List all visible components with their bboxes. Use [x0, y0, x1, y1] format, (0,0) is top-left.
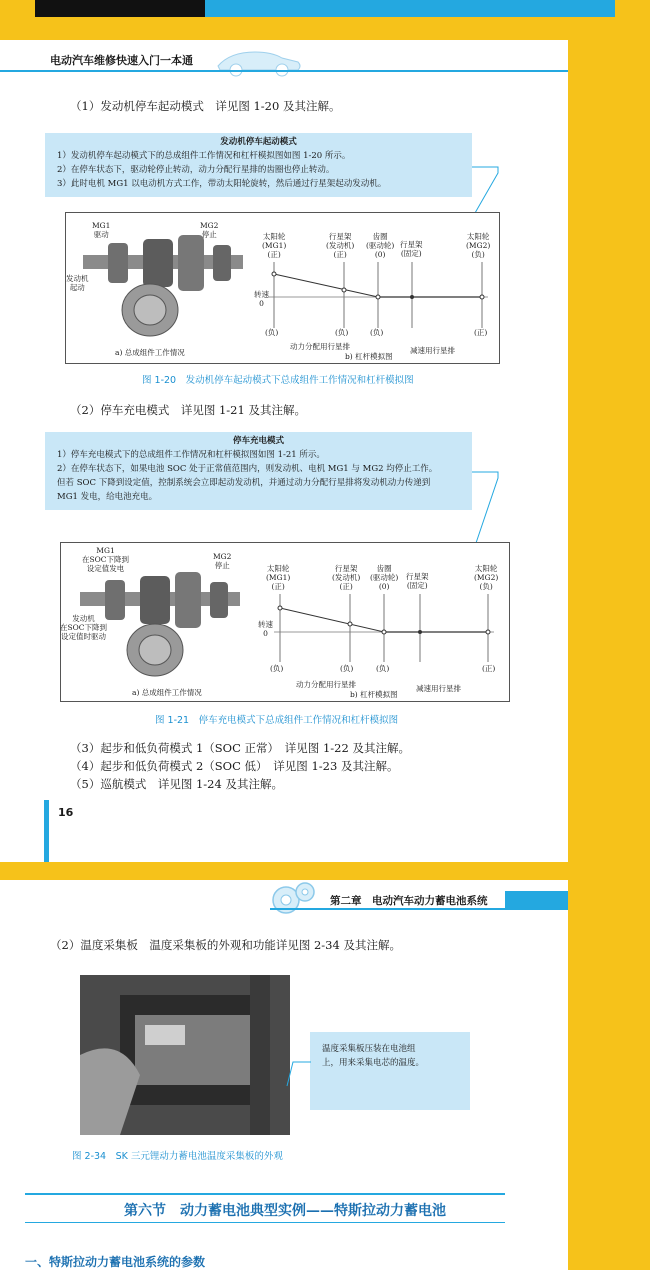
- axis-label-ring-wheel: 齿圈 (驱动轮) (0): [370, 564, 399, 591]
- fig1-mg1-label: MG1 驱动: [92, 221, 111, 239]
- note-line: 1）停车充电模式下的总成组件工作情况和杠杆模拟图如图 1-21 所示。: [57, 450, 325, 460]
- bottom-label: (正): [474, 328, 488, 337]
- fig1-engine-label: 发动机 起动: [66, 274, 89, 292]
- axis-label-sun-mg2: 太阳轮 (MG2) (负): [466, 232, 491, 259]
- group-left-label: 动力分配用行星排: [290, 342, 350, 351]
- fig2-engine-label: 发动机 在SOC下降到 设定值时驱动: [60, 614, 108, 641]
- bottom-label: (负): [370, 328, 384, 337]
- bottom-label: (正): [482, 664, 496, 673]
- note-title: 停车充电模式: [232, 436, 284, 446]
- chapter-accent-block: [505, 891, 568, 908]
- fig2-mg2-label: MG2 停止: [213, 552, 232, 570]
- page-number-bar: [44, 800, 49, 862]
- note-line: 3）此时电机 MG1 以电动机方式工作，带动太阳轮旋转，然后通过行星架起动发动机。: [57, 179, 387, 189]
- section-6-title: 第六节 动力蓄电池典型实例——特斯拉动力蓄电池: [124, 1203, 446, 1219]
- list-item: （4）起步和低负荷模式 2（SOC 低） 详见图 1-23 及其注解。: [70, 759, 399, 773]
- fig1-sub-a: a) 总成组件工作情况: [115, 348, 185, 357]
- subsection-title: 一、特斯拉动力蓄电池系统的参数: [25, 1255, 206, 1269]
- note-connector: [470, 165, 510, 215]
- list-item: （5）巡航模式 详见图 1-24 及其注解。: [70, 777, 283, 791]
- note-line: 1）发动机停车起动模式下的总成组件工作情况和杠杆模拟图如图 1-20 所示。: [57, 151, 351, 161]
- list-item: （3）起步和低负荷模式 1（SOC 正常） 详见图 1-22 及其注解。: [70, 741, 410, 755]
- section-1-heading: （1）发动机停车起动模式 详见图 1-20 及其注解。: [70, 99, 341, 113]
- note-connector: [470, 470, 510, 550]
- note-line: MG1 发电，给电池充电。: [57, 492, 158, 502]
- callout-line: 上，用来采集电芯的温度。: [322, 1058, 425, 1068]
- axis-label-carrier-engine: 行星架 (发动机) (正): [326, 232, 355, 259]
- bottom-label: (负): [265, 328, 279, 337]
- top-blue-bar: [205, 0, 615, 17]
- temp-board-heading: （2）温度采集板 温度采集板的外观和功能详见图 2-34 及其注解。: [50, 938, 401, 952]
- book-title: 电动汽车维修快速入门一本通: [50, 54, 193, 67]
- note-line: 2）在停车状态下，驱动轮停止转动，动力分配行星排的齿圈也停止转动。: [57, 165, 335, 175]
- fig1-mg2-label: MG2 停止: [200, 221, 219, 239]
- fig1-sub-b: b) 杠杆模拟图: [345, 352, 393, 361]
- axis-label-carrier-engine: 行星架 (发动机) (正): [332, 564, 361, 591]
- axis-label-carrier-fixed: 行星架 (固定): [406, 572, 429, 590]
- callout-pointer: [285, 1060, 313, 1090]
- figure-1-21-caption: 图 1-21 停车充电模式下总成组件工作情况和杠杆模拟图: [155, 715, 399, 726]
- bottom-label: (负): [335, 328, 349, 337]
- section-2-heading: （2）停车充电模式 详见图 1-21 及其注解。: [70, 403, 306, 417]
- note-line: 但若 SOC 下降到设定值，控制系统会立即起动发动机，并通过动力分配行星排将发动机动力传递到: [57, 478, 431, 488]
- gear-logo-icon: [268, 878, 320, 920]
- top-dark-bar: [35, 0, 205, 17]
- bottom-label: (负): [270, 664, 284, 673]
- car-logo-icon: [210, 40, 305, 78]
- bottom-label: (负): [376, 664, 390, 673]
- gearbox-assembly-image: [68, 225, 253, 345]
- fig2-sub-b: b) 杠杆模拟图: [350, 690, 398, 699]
- section-rule-bottom: [25, 1222, 505, 1223]
- note-box-2: [45, 432, 472, 510]
- figure-1-20-caption: 图 1-20 发动机停车起动模式下总成组件工作情况和杠杆模拟图: [142, 375, 414, 386]
- fig2-mg1-label: MG1 在SOC下降到 设定值发电: [82, 546, 130, 573]
- speed-axis-label: 转速 0: [254, 290, 269, 308]
- callout-line: 温度采集板压装在电池组: [322, 1044, 416, 1054]
- group-right-label: 减速用行星排: [416, 684, 461, 693]
- chapter-title: 第二章 电动汽车动力蓄电池系统: [330, 895, 488, 907]
- bottom-label: (负): [340, 664, 354, 673]
- note-line: 2）在停车状态下，如果电池 SOC 处于正常值范围内，则发动机、电机 MG1 与 MG2 均停止工作。: [57, 464, 438, 474]
- header-rule: [0, 70, 568, 72]
- group-right-label: 减速用行星排: [410, 346, 455, 355]
- speed-axis-label: 转速 0: [258, 620, 273, 638]
- axis-label-sun-mg1: 太阳轮 (MG1) (正): [262, 232, 287, 259]
- temperature-board-photo: [80, 975, 290, 1135]
- axis-label-sun-mg1: 太阳轮 (MG1) (正): [266, 564, 291, 591]
- axis-label-carrier-fixed: 行星架 (固定): [400, 240, 423, 258]
- axis-label-ring-wheel: 齿圈 (驱动轮) (0): [366, 232, 395, 259]
- page-number: 16: [58, 806, 74, 819]
- callout-box: [310, 1032, 470, 1110]
- figure-2-34-caption: 图 2-34 SK 三元锂动力蓄电池温度采集板的外观: [72, 1151, 283, 1162]
- lever-diagram-2: [274, 594, 496, 674]
- group-left-label: 动力分配用行星排: [296, 680, 356, 689]
- note-box-1: [45, 133, 472, 197]
- axis-label-sun-mg2: 太阳轮 (MG2) (负): [474, 564, 499, 591]
- fig2-sub-a: a) 总成组件工作情况: [132, 688, 202, 697]
- section-rule-top: [25, 1193, 505, 1195]
- note-title: 发动机停车起动模式: [220, 137, 297, 147]
- chapter-rule: [270, 908, 568, 910]
